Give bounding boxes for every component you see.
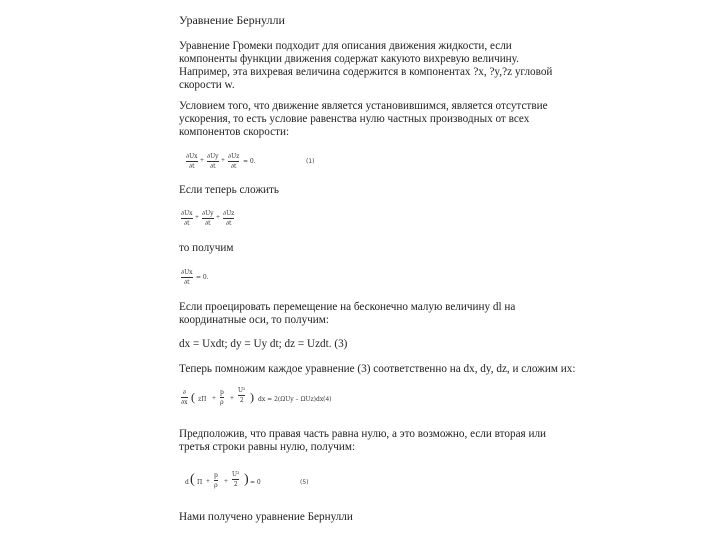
para1-line3: Например, эта вихревая величина содержится в компонентах ?x, ?y,?z угловой	[179, 66, 553, 78]
eq1-plus2: +	[221, 156, 225, 164]
eq4-plus1: +	[212, 394, 216, 402]
eq1-frac2	[207, 153, 219, 170]
eq2-den2: ∂t	[205, 220, 211, 227]
eq4-d: ∂	[182, 389, 186, 396]
eq4-u2: U²	[238, 387, 246, 394]
para5-line2: координатные оси, то получим:	[179, 314, 329, 326]
eq3-num: ∂Ux	[181, 269, 193, 276]
eq4-frac-p	[220, 389, 224, 406]
para2-line1: Условием того, что движение является установившимся, является отсутствие	[179, 100, 548, 112]
para2-line3: компонентов скорости:	[179, 126, 290, 138]
eq2-plus1: +	[195, 213, 199, 221]
eq4-frac-u	[238, 387, 245, 404]
eq5-frac-p	[214, 472, 218, 489]
para8-line1: Предположив, что правая часть равна нулю, а это возможно, если вторая или	[179, 428, 547, 440]
eq2-frac1	[181, 210, 193, 227]
eq4-a: zП	[198, 396, 207, 403]
eq2-den3: ∂t	[225, 220, 232, 227]
eq1-tail: = 0.	[243, 158, 256, 165]
para7: Теперь помножим каждое уравнение (3) соответственно на dx, dy, dz, и сложим их:	[179, 363, 576, 375]
para3: Если теперь сложить	[179, 184, 280, 196]
eq5-lparen: (	[190, 472, 195, 487]
eq5-two: 2	[233, 481, 238, 488]
page-title: Уравнение Бернулли	[179, 13, 285, 27]
para4: то получим	[179, 242, 234, 254]
eq5-rparen: )	[244, 472, 249, 487]
eq4-label: (4)	[323, 396, 332, 403]
eq1-num3: ∂Uz	[228, 153, 240, 160]
eq2-frac3	[223, 210, 234, 227]
eq1-den3: ∂t	[230, 163, 237, 170]
para8-line2: третья строки равны нулю, получим:	[179, 441, 356, 453]
eq2-plus2: +	[216, 213, 220, 221]
eq1-den2: ∂t	[210, 163, 216, 170]
para1-line4: скорости w.	[179, 79, 235, 91]
para1-line2: компоненты функции движения содержат какуюто вихревую величину.	[179, 53, 519, 65]
eq2-num1: ∂Ux	[181, 210, 193, 217]
eq3-frac	[181, 269, 193, 286]
eq1-frac3	[228, 153, 239, 170]
para1-line1: Уравнение Громеки подходит для описания движения жидкости, если	[179, 40, 512, 52]
eq4-p: p	[220, 389, 224, 396]
eq2-frac2	[202, 210, 214, 227]
eq4-ddx	[181, 389, 188, 406]
eq2-num2: ∂Uy	[202, 210, 214, 217]
eq5-frac-u	[232, 471, 239, 488]
eq1-den1: ∂t	[189, 163, 195, 170]
para9: Нами получено уравнение Бернулли	[179, 511, 353, 523]
eq4-lparen: (	[191, 390, 195, 404]
eq5-plus2: +	[224, 477, 228, 485]
eq2-num3: ∂Uz	[223, 210, 235, 217]
eq5-label: (5)	[300, 479, 309, 486]
eq4-plus2: +	[230, 394, 234, 402]
eq1-num1: ∂Ux	[186, 153, 198, 160]
eq5-tail: = 0	[250, 479, 261, 486]
eq2-den1: ∂t	[184, 220, 190, 227]
eq1-plus1: +	[200, 156, 204, 164]
eq5-a: П	[197, 479, 203, 486]
eq1-frac1	[186, 153, 198, 170]
eq1-num2: ∂Uy	[207, 153, 219, 160]
eq4-two: 2	[239, 397, 244, 404]
para5-line1: Если проецировать перемещение на бесконечно малую величину dl на	[179, 301, 516, 313]
eq3-den: ∂t	[184, 279, 190, 286]
eq3-tail: = 0.	[196, 274, 209, 281]
eq5-rho: ρ	[214, 482, 218, 489]
eq1-label: (1)	[306, 158, 315, 165]
eq5-p: p	[214, 472, 218, 479]
eq4-rparen: )	[250, 390, 254, 404]
eq5-plus1: +	[206, 477, 210, 485]
eq5-lead: d	[185, 479, 189, 486]
eq5-u2: U²	[232, 471, 240, 478]
eq4-rho: ρ	[220, 399, 224, 406]
eq4-rhs: dx = 2(ΩUy – ΩUz)dx	[258, 396, 324, 403]
para6: dx = Uxdt; dy = Uy dt; dz = Uzdt. (3)	[179, 338, 348, 350]
para2-line2: ускорения, то есть условие равенства нулю частных производных от всех	[179, 113, 530, 125]
eq4-dx: ∂x	[181, 399, 188, 406]
